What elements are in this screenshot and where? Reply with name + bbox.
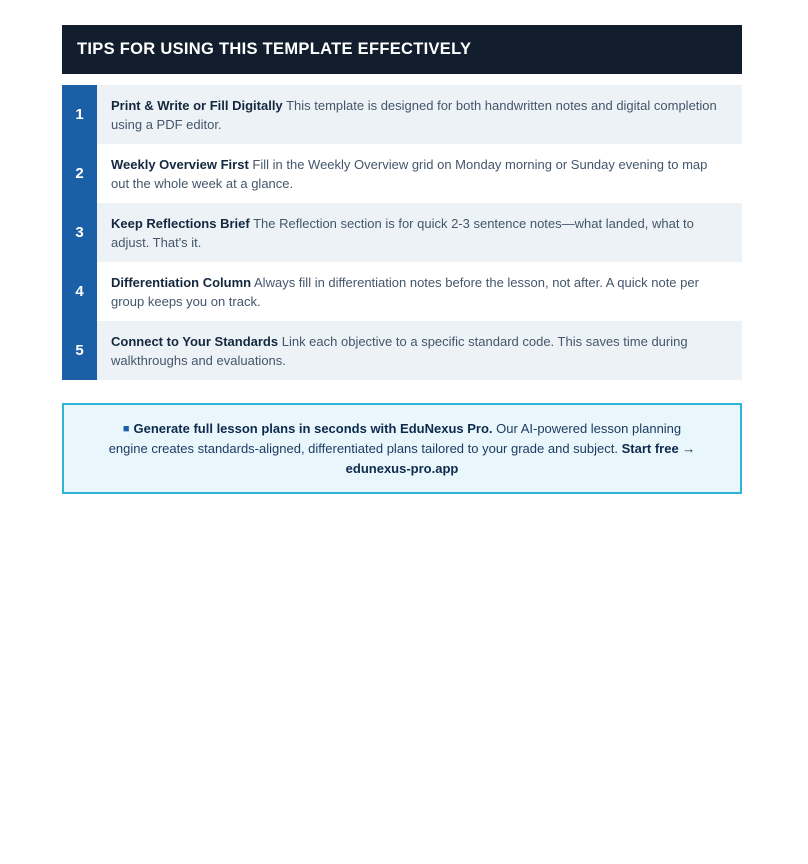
tip-title: Connect to Your Standards — [111, 333, 279, 349]
tip-number-badge: 2 — [62, 144, 97, 203]
tip-number-badge: 1 — [62, 85, 97, 144]
promo-cta-link[interactable]: Start free → — [621, 441, 696, 456]
tip-text-block — [111, 155, 726, 193]
tip-number-badge: 3 — [62, 203, 97, 262]
promo-callout — [62, 403, 742, 494]
tip-text-block — [111, 214, 726, 252]
tip-row — [62, 321, 742, 380]
tip-title: Print & Write or Fill Digitally — [111, 97, 283, 113]
tip-text: Link each objective to a specific standard code. This saves time during walkthroughs and evaluations. — [111, 333, 688, 368]
tip-row — [62, 144, 742, 203]
promo-lead: Generate full lesson plans in seconds with EduNexus Pro. — [133, 421, 493, 436]
page — [0, 25, 808, 864]
tip-content — [97, 144, 742, 203]
tip-content — [97, 203, 742, 262]
tip-number-badge: 5 — [62, 321, 97, 380]
tip-text: This template is designed for both handwritten notes and digital completion using a PDF editor. — [111, 97, 717, 132]
tip-text-block — [111, 96, 726, 134]
tip-text: Fill in the Weekly Overview grid on Monday morning or Sunday evening to map out the whole week at a glance. — [111, 156, 708, 191]
tips-list — [62, 85, 742, 380]
tip-content — [97, 262, 742, 321]
tip-content — [97, 85, 742, 144]
tip-row — [62, 203, 742, 262]
tips-header-bar — [62, 25, 742, 74]
square-bullet-icon: ■ — [122, 423, 130, 435]
promo-text-line — [106, 419, 698, 459]
page-title: TIPS FOR USING THIS TEMPLATE EFFECTIVELY — [77, 40, 472, 58]
promo-url-link[interactable]: edunexus-pro.app — [345, 461, 459, 476]
tip-number-badge: 4 — [62, 262, 97, 321]
tip-row — [62, 262, 742, 321]
tip-text: The Reflection section is for quick 2-3 sentence notes—what landed, what to adjust. That's it. — [111, 215, 694, 250]
tip-title: Keep Reflections Brief — [111, 215, 250, 231]
tip-text-block — [111, 273, 726, 311]
content-container — [62, 25, 742, 494]
tip-title: Differentiation Column — [111, 274, 252, 290]
tip-text-block — [111, 332, 726, 370]
promo-body: Our AI-powered lesson planning engine creates standards-aligned, differentiated plans tailored to your grade and subject. — [108, 421, 682, 456]
tip-content — [97, 321, 742, 380]
tip-title: Weekly Overview First — [111, 156, 249, 172]
tip-row — [62, 85, 742, 144]
tip-text: Always fill in differentiation notes before the lesson, not after. A quick note per group keeps you on track. — [111, 274, 699, 309]
